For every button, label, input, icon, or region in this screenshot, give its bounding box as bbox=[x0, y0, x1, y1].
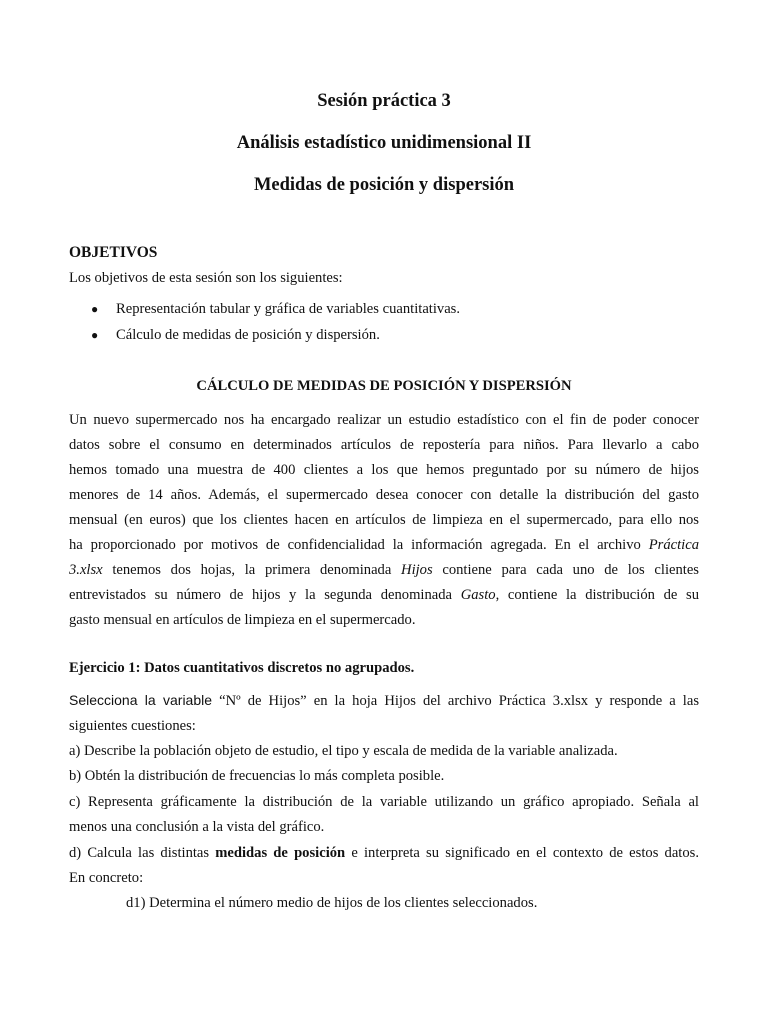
paragraph-line: mensual (en euros) que los clientes hacen en artículos de limpieza en el supermercado, para ello nos bbox=[69, 512, 699, 528]
session-topic: Medidas de posición y dispersión bbox=[253, 175, 515, 195]
session-subtitle: Análisis estadístico unidimensional II bbox=[236, 133, 532, 153]
calc-section-heading: CÁLCULO DE MEDIDAS DE POSICIÓN Y DISPERSIÓN bbox=[196, 378, 572, 394]
title-block bbox=[0, 90, 768, 216]
paragraph-line: menores de 14 años. Además, el supermercado desea conocer con detalle la distribución del gasto bbox=[69, 487, 699, 503]
question-b: b) Obtén la distribución de frecuencias lo más completa posible. bbox=[69, 768, 445, 784]
list-item: ● Representación tabular y gráfica de variables cuantitativas. bbox=[69, 296, 689, 322]
objectives-intro: Los objetivos de esta sesión son los siguientes: bbox=[69, 270, 343, 286]
exercise1-intro: Selecciona la variable “Nº de Hijos” en la hoja Hijos del archivo Práctica 3.xlsx y responde a las bbox=[69, 692, 700, 709]
paragraph-line: datos sobre el consumo en determinados artículos de repostería para niños. Para llevarlo a cabo bbox=[69, 437, 699, 453]
list-item: ● Cálculo de medidas de posición y dispersión. bbox=[69, 322, 689, 348]
paragraph-line: ha proporcionado por motivos de confidencialidad la información agregada. En el archivo Práctica bbox=[69, 537, 699, 553]
objectives-list bbox=[69, 296, 689, 348]
paragraph-line: entrevistados su número de hijos y la segunda denominada Gasto, contiene la distribución de su bbox=[69, 587, 699, 603]
question-d: d) Calcula las distintas medidas de posición e interpreta su significado en el contexto de estos datos. bbox=[69, 845, 699, 861]
question-c-line2: menos una conclusión a la vista del gráfico. bbox=[69, 819, 325, 835]
paragraph-line: 3.xlsx tenemos dos hojas, la primera denominada Hijos contiene para cada uno de los clientes bbox=[69, 562, 699, 578]
exercise1-heading: Ejercicio 1: Datos cuantitativos discretos no agrupados. bbox=[69, 660, 415, 676]
paragraph-line: Un nuevo supermercado nos ha encargado realizar un estudio estadístico con el fin de poder conocer bbox=[69, 412, 699, 428]
bullet-icon: ● bbox=[91, 328, 99, 342]
bullet-icon: ● bbox=[91, 302, 99, 316]
objectives-heading: OBJETIVOS bbox=[69, 244, 158, 261]
question-d1: d1) Determina el número medio de hijos de los clientes seleccionados. bbox=[126, 895, 538, 911]
exercise1-intro-line2: siguientes cuestiones: bbox=[69, 718, 196, 734]
question-d-line2: En concreto: bbox=[69, 870, 144, 886]
paragraph-line: hemos tomado una muestra de 400 clientes a los que hemos preguntado por su número de hijos bbox=[69, 462, 699, 478]
session-title: Sesión práctica 3 bbox=[317, 91, 451, 111]
paragraph-line: gasto mensual en artículos de limpieza en el supermercado. bbox=[69, 612, 416, 628]
question-c: c) Representa gráficamente la distribución de la variable utilizando un gráfico apropiado. Señala al bbox=[69, 794, 699, 810]
question-a: a) Describe la población objeto de estudio, el tipo y escala de medida de la variable analizada. bbox=[69, 743, 618, 759]
